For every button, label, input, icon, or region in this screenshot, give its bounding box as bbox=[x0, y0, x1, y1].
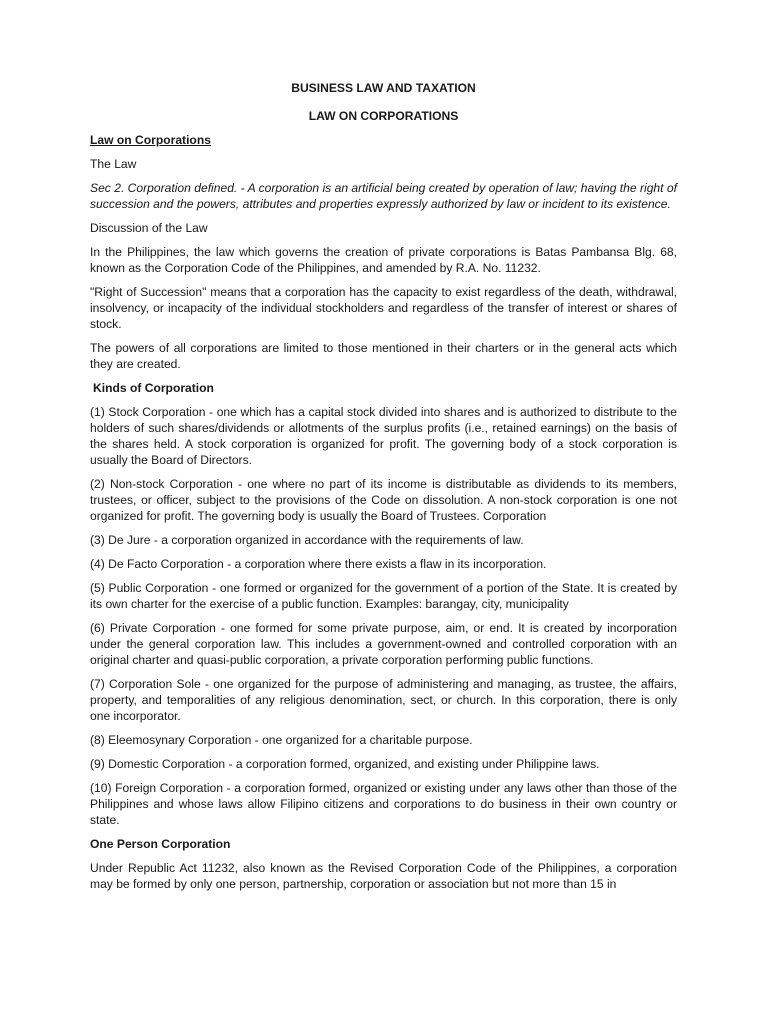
kinds-heading: Kinds of Corporation bbox=[93, 381, 214, 395]
kind-item: (9) Domestic Corporation - a corporation formed, organized, and existing under Philippine laws. bbox=[90, 757, 600, 771]
document-title: BUSINESS LAW AND TAXATION bbox=[291, 81, 476, 95]
document-page bbox=[90, 80, 677, 892]
kind-item: (10) Foreign Corporation - a corporation formed, organized or existing under any laws other than those of the Philippines and whose laws allow Filipino citizens and corporations to do business in their own country or state. bbox=[90, 781, 677, 827]
kind-item: (7) Corporation Sole - one organized for the purpose of administering and managing, as trustee, the affairs, property, and temporalities of any religious denomination, sect, or church. In this corporation, there is only one incorporator. bbox=[90, 677, 677, 723]
kind-item: (2) Non-stock Corporation - one where no part of its income is distributable as dividends to its members, trustees, or officer, subject to the provisions of the Code on dissolution. A non-stock corporation is one not organized for profit. The governing body is usually the Board of Trustees. Corporation bbox=[90, 477, 677, 523]
document-subtitle: LAW ON CORPORATIONS bbox=[308, 109, 459, 123]
sec2-definition: Sec 2. Corporation defined. - A corporation is an artificial being created by operation of law; having the right of succession and the powers, attributes and properties expressly authorized by law or incident to its existence. bbox=[90, 181, 677, 211]
paragraph-philippines: In the Philippines, the law which governs the creation of private corporations is Batas Pambansa Blg. 68, known as the Corporation Code of the Philippines, and amended by R.A. No. 11232. bbox=[90, 245, 677, 275]
kind-item: (6) Private Corporation - one formed for some private purpose, aim, or end. It is created by incorporation under the general corporation law. This includes a government-owned and controlled corporation with an original charter and quasi-public corporation, a private corporation performing public functions. bbox=[90, 621, 677, 667]
paragraph-succession: "Right of Succession" means that a corporation has the capacity to exist regardless of the death, withdrawal, insolvency, or incapacity of the individual stockholders and regardless of the transfer of interest or shares of stock. bbox=[90, 285, 677, 331]
kind-item: (4) De Facto Corporation - a corporation where there exists a flaw in its incorporation. bbox=[90, 557, 547, 571]
paragraph-powers: The powers of all corporations are limited to those mentioned in their charters or in the general acts which they are created. bbox=[90, 341, 677, 371]
discussion-label: Discussion of the Law bbox=[90, 221, 208, 235]
kind-item: (3) De Jure - a corporation organized in accordance with the requirements of law. bbox=[90, 533, 524, 547]
opc-paragraph: Under Republic Act 11232, also known as the Revised Corporation Code of the Philippines, a corporation may be formed by only one person, partnership, corporation or association but not more than 15 in bbox=[90, 861, 677, 891]
section-heading: Law on Corporations bbox=[90, 133, 211, 147]
kind-item: (5) Public Corporation - one formed or organized for the government of a portion of the State. It is created by its own charter for the exercise of a public function. Examples: barangay, city, municipality bbox=[90, 581, 677, 611]
kind-item: (1) Stock Corporation - one which has a capital stock divided into shares and is authorized to distribute to the holders of such shares/dividends or allotments of the surplus profits (i.e., retained earnings) on the basis of the shares held. A stock corporation is organized for profit. The governing body of a stock corporation is usually the Board of Directors. bbox=[90, 405, 677, 467]
the-law-label: The Law bbox=[90, 157, 137, 171]
kind-item: (8) Eleemosynary Corporation - one organized for a charitable purpose. bbox=[90, 733, 473, 747]
opc-heading: One Person Corporation bbox=[90, 837, 231, 851]
